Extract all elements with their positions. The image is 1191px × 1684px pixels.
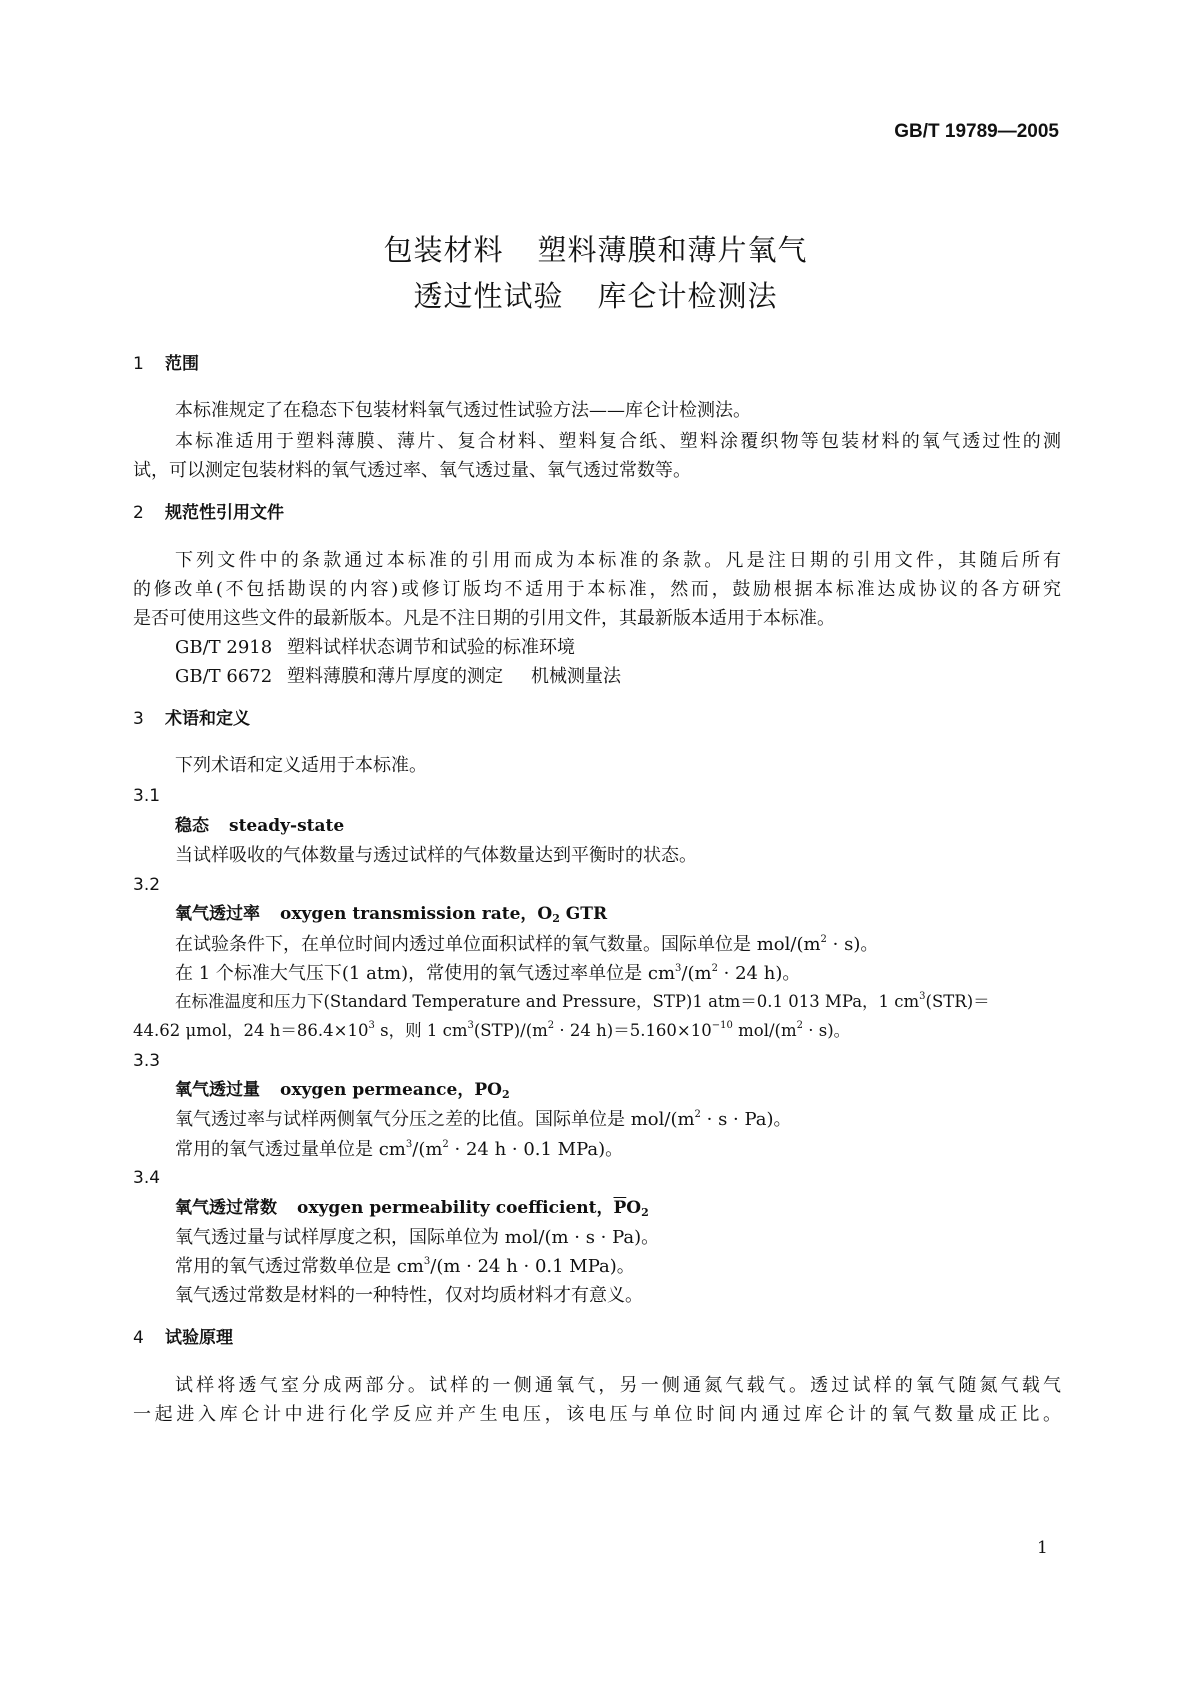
paragraph: 本标准规定了在稳态下包装材料氧气透过性试验方法——库仑计检测法。 [175, 400, 751, 421]
title-part: 包装材料 [383, 233, 504, 267]
section-heading-terms [133, 711, 1061, 728]
section-number: 3 [133, 709, 144, 729]
clause-number: 3.4 [133, 1168, 161, 1188]
definition: 氧气透过常数是材料的一种特性，仅对均质材料才有意义。 [175, 1285, 643, 1306]
definition: 在试验条件下，在单位时间内透过单位面积试样的氧气数量。国际单位是 mol/$(m^2 \cdot s)$。 [175, 934, 879, 955]
title-part: 库仑计检测法 [597, 279, 778, 313]
term-entry [175, 1200, 1103, 1217]
reference-title: 塑料薄膜和薄片厚度的测定 [287, 666, 503, 687]
page-number: 1 [1037, 1538, 1048, 1558]
definition: 氧气透过率与试样两侧氧气分压之差的比值。国际单位是 mol/$(m^2 \cdot s \cdot Pa)$。 [175, 1109, 792, 1130]
title-part: 塑料薄膜和薄片氧气 [537, 233, 808, 267]
definition: 在标准温度和压力下(Standard Temperature and Pressure，STP)1 atm＝0.1 013 MPa，1 $cm^3(STR)=$ [175, 991, 990, 1011]
document-title-line-1 [0, 228, 1191, 269]
clause-number: 3.3 [133, 1051, 161, 1071]
paragraph: 试，可以测定包装材料的氧气透过率、氧气透过量、氧气透过常数等。 [133, 460, 691, 481]
section-number: 4 [133, 1328, 144, 1348]
paragraph: 的修改单(不包括勘误的内容)或修订版均不适用于本标准，然而，鼓励根据本标准达成协议的各方研究 [133, 579, 1061, 600]
definition: 氧气透过量与试样厚度之积，国际单位为 mol/(m · s · Pa)。 [175, 1227, 660, 1248]
term-en: steady-state [229, 816, 345, 836]
section-title: 规范性引用文件 [165, 503, 284, 523]
reference-code: GB/T 2918 [175, 637, 273, 658]
paragraph: 下列文件中的条款通过本标准的引用而成为本标准的条款。凡是注日期的引用文件，其随后所有 [175, 550, 1061, 571]
standard-code: GB/T 19789—2005 [894, 121, 1059, 142]
definition: 当试样吸收的气体数量与透过试样的气体数量达到平衡时的状态。 [175, 845, 697, 866]
definition: 常用的氧气透过量单位是 $cm^3/(m^2 \cdot 24$ h · 0.1 MPa)。 [175, 1139, 624, 1160]
term-en: oxygen permeability coefficient，$\overline{P}O_2$ [297, 1198, 649, 1219]
reference-item [175, 639, 1103, 657]
term-zh: 氧气透过率 [175, 904, 260, 924]
definition: 常用的氧气透过常数单位是 $cm^3/(m \cdot 24$ h · 0.1 MPa)。 [175, 1256, 635, 1277]
reference-code: GB/T 6672 [175, 666, 273, 687]
clause-number: 3.2 [133, 875, 161, 895]
section-heading-test-principle [133, 1330, 1061, 1347]
paragraph: 一起进入库仑计中进行化学反应并产生电压，该电压与单位时间内通过库仑计的氧气数量成正比。 [133, 1404, 1061, 1425]
paragraph: 试样将透气室分成两部分。试样的一侧通氧气，另一侧通氮气载气。透过试样的氧气随氮气载气 [175, 1375, 1061, 1396]
reference-subtitle: 机械测量法 [531, 666, 621, 687]
definition: 44.62 μmol，24 $h=86.4\times 10^3$ s，则 1 $cm^3(STP)/(m^2 \cdot 24$ $h)=5.160\times 10^{-10}$ mol/$(m^2 \cdot s)$。 [133, 1020, 851, 1040]
term-entry [175, 818, 1103, 835]
term-zh: 氧气透过量 [175, 1080, 260, 1100]
paragraph: 本标准适用于塑料薄膜、薄片、复合材料、塑料复合纸、塑料涂覆织物等包装材料的氧气透过性的测 [175, 431, 1061, 452]
section-heading-normative-references [133, 505, 1061, 522]
term-entry [175, 1082, 1103, 1099]
paragraph: 下列术语和定义适用于本标准。 [175, 755, 427, 776]
section-heading-scope [133, 356, 1061, 373]
document-title-line-2 [0, 274, 1191, 315]
section-number: 1 [133, 354, 144, 374]
reference-title: 塑料试样状态调节和试验的标准环境 [287, 637, 575, 658]
title-part: 透过性试验 [413, 279, 564, 313]
paragraph: 是否可使用这些文件的最新版本。凡是不注日期的引用文件，其最新版本适用于本标准。 [133, 608, 835, 629]
clause-number: 3.1 [133, 786, 161, 806]
term-zh: 氧气透过常数 [175, 1198, 277, 1218]
section-title: 术语和定义 [165, 709, 250, 729]
term-zh: 稳态 [175, 816, 209, 836]
definition: 在 1 个标准大气压下(1 atm)，常使用的氧气透过率单位是 $cm^3/(m^2 \cdot 24$ h)。 [175, 963, 801, 984]
term-en: oxygen transmission rate，$O_2$ GTR [280, 904, 608, 925]
section-number: 2 [133, 503, 144, 523]
reference-item [175, 668, 1103, 686]
section-title: 范围 [165, 354, 199, 374]
term-entry [175, 906, 1103, 923]
term-en: oxygen permeance，$PO_2$ [280, 1080, 510, 1101]
section-title: 试验原理 [165, 1328, 233, 1348]
